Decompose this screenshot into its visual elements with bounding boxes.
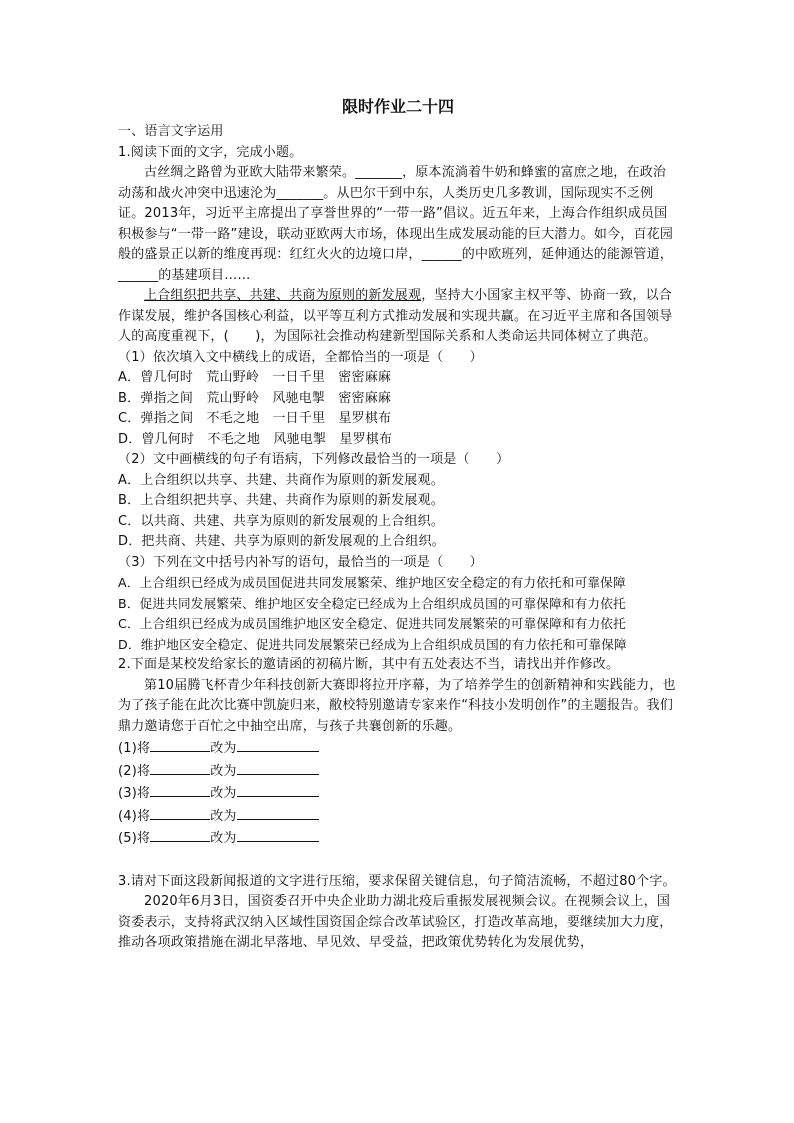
- sub-question-3-prompt: （3）下列在文中括号内补写的语句，最恰当的一项是（ ）: [118, 554, 483, 570]
- sub3-option-a: A．上合组织已经成为成员国促进共同发展繁荣、维护地区安全稳定的有力依托和可靠保障: [118, 575, 626, 590]
- answer-label-change: 改为: [210, 786, 237, 801]
- answer-blank-revised[interactable]: [237, 760, 319, 775]
- sub2-option-c: C．以共商、共建、共享为原则的新发展观的上合组织。: [118, 513, 445, 529]
- section-heading: 一、语言文字运用: [118, 124, 224, 139]
- sub1-option-c: C．弹指之间 不毛之地 一日千里 星罗棋布: [118, 411, 392, 426]
- sub3-option-b: B．促进共同发展繁荣、维护地区安全稳定已经成为上合组织成员国的可靠保障和有力依托: [118, 595, 626, 611]
- answer-blank-revised[interactable]: [237, 827, 319, 842]
- page-title: 限时作业二十四: [341, 97, 454, 116]
- answer-line-3: [118, 782, 678, 805]
- answer-label-change: 改为: [210, 808, 237, 824]
- spacer: [118, 850, 678, 872]
- passage-2-rest: ，坚持大小国家主权平等、协商一致，以合作谋发展，维护各国核心利益，以平等互利方式推动发展和实现共赢。在习近平主席和各国领导人的高度重视下，( )，为国际社会推动构建新型国际关系和人类命运共同体树立了典范。: [118, 288, 673, 344]
- answer-label-change: 改为: [210, 741, 237, 756]
- question-1-stem: 1.阅读下面的文字，完成小题。: [118, 144, 303, 160]
- answer-line-1: [118, 737, 678, 760]
- answer-label-change: 改为: [210, 831, 237, 846]
- answer-label: (3)将: [118, 786, 151, 801]
- question-3-passage: 2020年6月3日，国资委召开中央企业助力湖北疫后重振发展视频会议。在视频会议上，国资委表示，支持将武汉纳入区域性国资国企综合改革试验区，打造改革高地，要继续加大力度，推动各项政策措施在湖北早落地、早见效、早受益，把政策优势转化为发展优势，: [118, 894, 673, 950]
- answer-blank-original[interactable]: [150, 782, 210, 797]
- answer-line-4: [118, 805, 678, 828]
- answer-blank-original[interactable]: [150, 805, 210, 820]
- answer-label: (5)将: [118, 831, 151, 846]
- sub2-option-b: B．上合组织把共享、共建、共商作为原则的新发展观。: [118, 493, 444, 508]
- sub3-option-d: D．维护地区安全稳定、促进共同发展繁荣已经成为上合组织成员国的有力依托和可靠保障: [118, 636, 627, 652]
- document-page: [118, 96, 678, 954]
- answer-label: (2)将: [118, 763, 151, 779]
- answer-blank-original[interactable]: [150, 827, 210, 842]
- sub2-option-a: A．上合组织以共享、共建、共商作为原则的新发展观。: [118, 472, 444, 488]
- question-1-passage-2: [118, 286, 678, 348]
- answer-line-5: [118, 827, 678, 850]
- sub1-option-d: D．曾几何时 不毛之地 风驰电掣 星罗棋布: [118, 431, 393, 447]
- sub-question-1-prompt: （1）依次填入文中横线上的成语，全都恰当的一项是（ ）: [118, 349, 483, 365]
- answer-blank-revised[interactable]: [237, 782, 319, 797]
- sub3-option-c: C．上合组织已经成为成员国维护地区安全稳定、促进共同发展繁荣的可靠保障和有力依托: [118, 616, 626, 631]
- answer-label-change: 改为: [210, 763, 237, 779]
- sub2-option-d: D．把共商、共建、共享为原则的新发展观的上合组织。: [118, 534, 446, 549]
- answer-blank-revised[interactable]: [237, 805, 319, 820]
- sub-question-2-prompt: （2）文中画横线的句子有语病，下列修改最恰当的一项是（ ）: [118, 452, 510, 467]
- answer-label: (1)将: [118, 741, 151, 756]
- answer-label: (4)将: [118, 808, 151, 824]
- question-2-passage: 第10届腾飞杯青少年科技创新大赛即将拉开序幕，为了培养学生的创新精神和实践能力，也为了孩子能在此次比赛中凯旋归来，敝校特别邀请专家来作“科技小发明创作”的主题报告。我们鼎力邀请您于百忙之中抽空出席，与孩子共襄创新的乐趣。: [118, 677, 676, 734]
- sub1-option-b: B．弹指之间 荒山野岭 风驰电掣 密密麻麻: [118, 390, 392, 406]
- answer-blank-original[interactable]: [150, 760, 210, 775]
- question-2-stem: 2.下面是某校发给家长的邀请函的初稿片断，其中有五处表达不当，请找出并作修改。: [118, 657, 620, 672]
- question-3-stem: 3.请对下面这段新闻报道的文字进行压缩，要求保留关键信息，句子简洁流畅，不超过80个字。: [118, 873, 676, 889]
- answer-line-2: [118, 760, 678, 783]
- answer-blank-revised[interactable]: [237, 737, 319, 752]
- sub1-option-a: A．曾几何时 荒山野岭 一日千里 密密麻麻: [118, 370, 392, 385]
- underlined-sentence: 上合组织把共享、共建、共商为原则的新发展观: [144, 288, 422, 303]
- answer-blank-original[interactable]: [150, 737, 210, 752]
- question-1-passage-1: 古丝绸之路曾为亚欧大陆带来繁荣。_______，原本流淌着牛奶和蜂蜜的富庶之地，在政治动荡和战火冲突中迅速沦为_______。从巴尔干到中东，人类历史几多教训，国际现实不乏例证。2013年，习近平主席提出了享誉世界的“一带一路”倡议。近五年来，上海合作组织成员国积极参与“一带一路”建设，联动亚欧两大市场，体现出生成发展动能的巨大潜力。如今，百花园般的盛景正以新的维度再现：红红火火的边境口岸，______的中欧班列，延伸通达的能源管道，______的基建项目……: [118, 165, 674, 283]
